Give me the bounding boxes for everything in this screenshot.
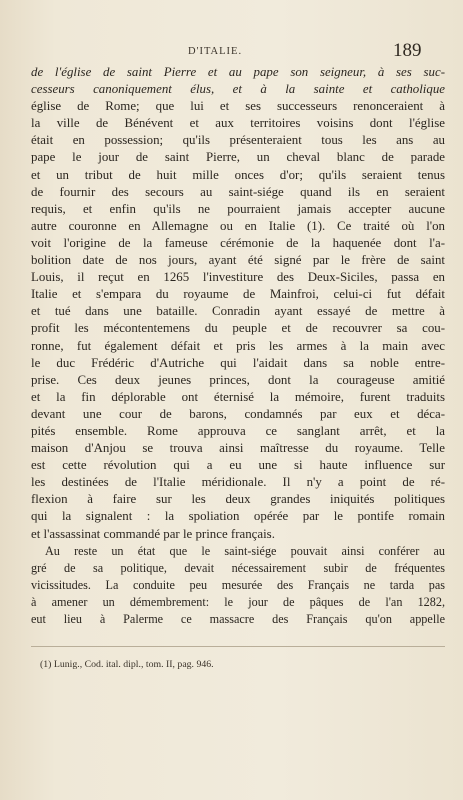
text-line: devant une cour de barons, condamnés par eux et déca- bbox=[31, 406, 445, 421]
text-line: et tué dans une bataille. Conradin ayant essayé de mettre à bbox=[31, 304, 445, 319]
text-line: gré de sa politique, devait nécessairement subir de fréquentes bbox=[31, 560, 445, 575]
text-line: voit l'origine de la fameuse cérémonie de la haquenée dont l'a- bbox=[31, 235, 445, 250]
text-line: pape le jour de saint Pierre, un cheval blanc de parade bbox=[31, 150, 445, 165]
text-line: qui la signalent : la spoliation opérée par le pontife romain bbox=[31, 509, 445, 524]
text-line: à amener un démembrement: le jour de pâques de l'an 1282, bbox=[31, 594, 445, 609]
text-line: maison d'Anjou se trouva ainsi maîtresse du royaume. Telle bbox=[31, 441, 445, 456]
text-line: flexion à faire sur les deux grandes iniquités politiques bbox=[31, 492, 445, 507]
text-line: pités ensemble. Rome approuva ce sanglant arrêt, et la bbox=[31, 423, 445, 438]
footnote: (1) Lunig., Cod. ital. dipl., tom. II, pag. 946. bbox=[40, 659, 214, 670]
text-line: de fournir des secours au saint-siége quand ils en seraient bbox=[31, 184, 445, 199]
text-line: autre couronne en Allemagne ou en Italie (1). Ce traité où l'on bbox=[31, 218, 445, 233]
text-line: ronne, fut également défait et pris les armes à la main avec bbox=[31, 338, 445, 353]
text-line: et un tribut de huit mille onces d'or; qu'ils seraient tenus bbox=[31, 167, 445, 182]
text-line: église de Rome; que lui et ses successeurs renonceraient à bbox=[31, 99, 445, 114]
text-line: et l'assassinat commandé par le prince français. bbox=[31, 526, 275, 541]
footnote-rule bbox=[31, 646, 445, 647]
paragraph bbox=[31, 543, 445, 628]
text-line: requis, et enfin qu'ils ne pourraient jamais accepter aucune bbox=[31, 201, 445, 216]
text-line: de l'église de saint Pierre et au pape son seigneur, à ses suc- bbox=[31, 65, 445, 79]
text-line: la ville de Bénévent et aux territoires voisins dont l'église bbox=[31, 116, 445, 131]
text-line: prise. Ces deux jeunes princes, dont la courageuse amitié bbox=[31, 372, 445, 387]
text-line: est cette révolution qui a eu une si haute influence sur bbox=[31, 458, 445, 473]
text-line: était en possession; qu'ils présenteraient tous les ans au bbox=[31, 133, 445, 148]
page-header bbox=[0, 40, 463, 66]
text-line: bolition date de nos jours, ayant été signé par le frère de saint bbox=[31, 253, 445, 268]
running-head: D'ITALIE. bbox=[188, 46, 243, 57]
page-number: 189 bbox=[393, 40, 422, 61]
text-line: Louis, il reçut en 1265 l'investiture des Deux-Siciles, passa en bbox=[31, 270, 445, 285]
body-text bbox=[31, 64, 445, 628]
text-line: les destinées de l'Italie méridionale. Il n'y a point de ré- bbox=[31, 475, 445, 490]
text-line: et la fin déplorable ont éternisé la mémoire, furent traduits bbox=[31, 389, 445, 404]
text-line: vicissitudes. La conduite peu mesurée des Français ne tarda pas bbox=[31, 577, 445, 592]
text-line: le duc Frédéric d'Autriche qui l'aidait dans sa noble entre- bbox=[31, 355, 445, 370]
text-line: cesseurs canoniquement élus, et à la sainte et catholique bbox=[31, 82, 445, 97]
paragraph bbox=[31, 64, 445, 543]
text-line: Italie et s'empara du royaume de Mainfroi, celui-ci fut défait bbox=[31, 287, 445, 302]
text-line: eut lieu à Palerme ce massacre des Français qu'on appelle bbox=[31, 612, 445, 626]
text-line: profit les mécontentemens du peuple et de recouvrer sa cou- bbox=[31, 321, 445, 336]
text-line: Au reste un état que le saint-siége pouvait ainsi conférer au bbox=[45, 543, 445, 558]
